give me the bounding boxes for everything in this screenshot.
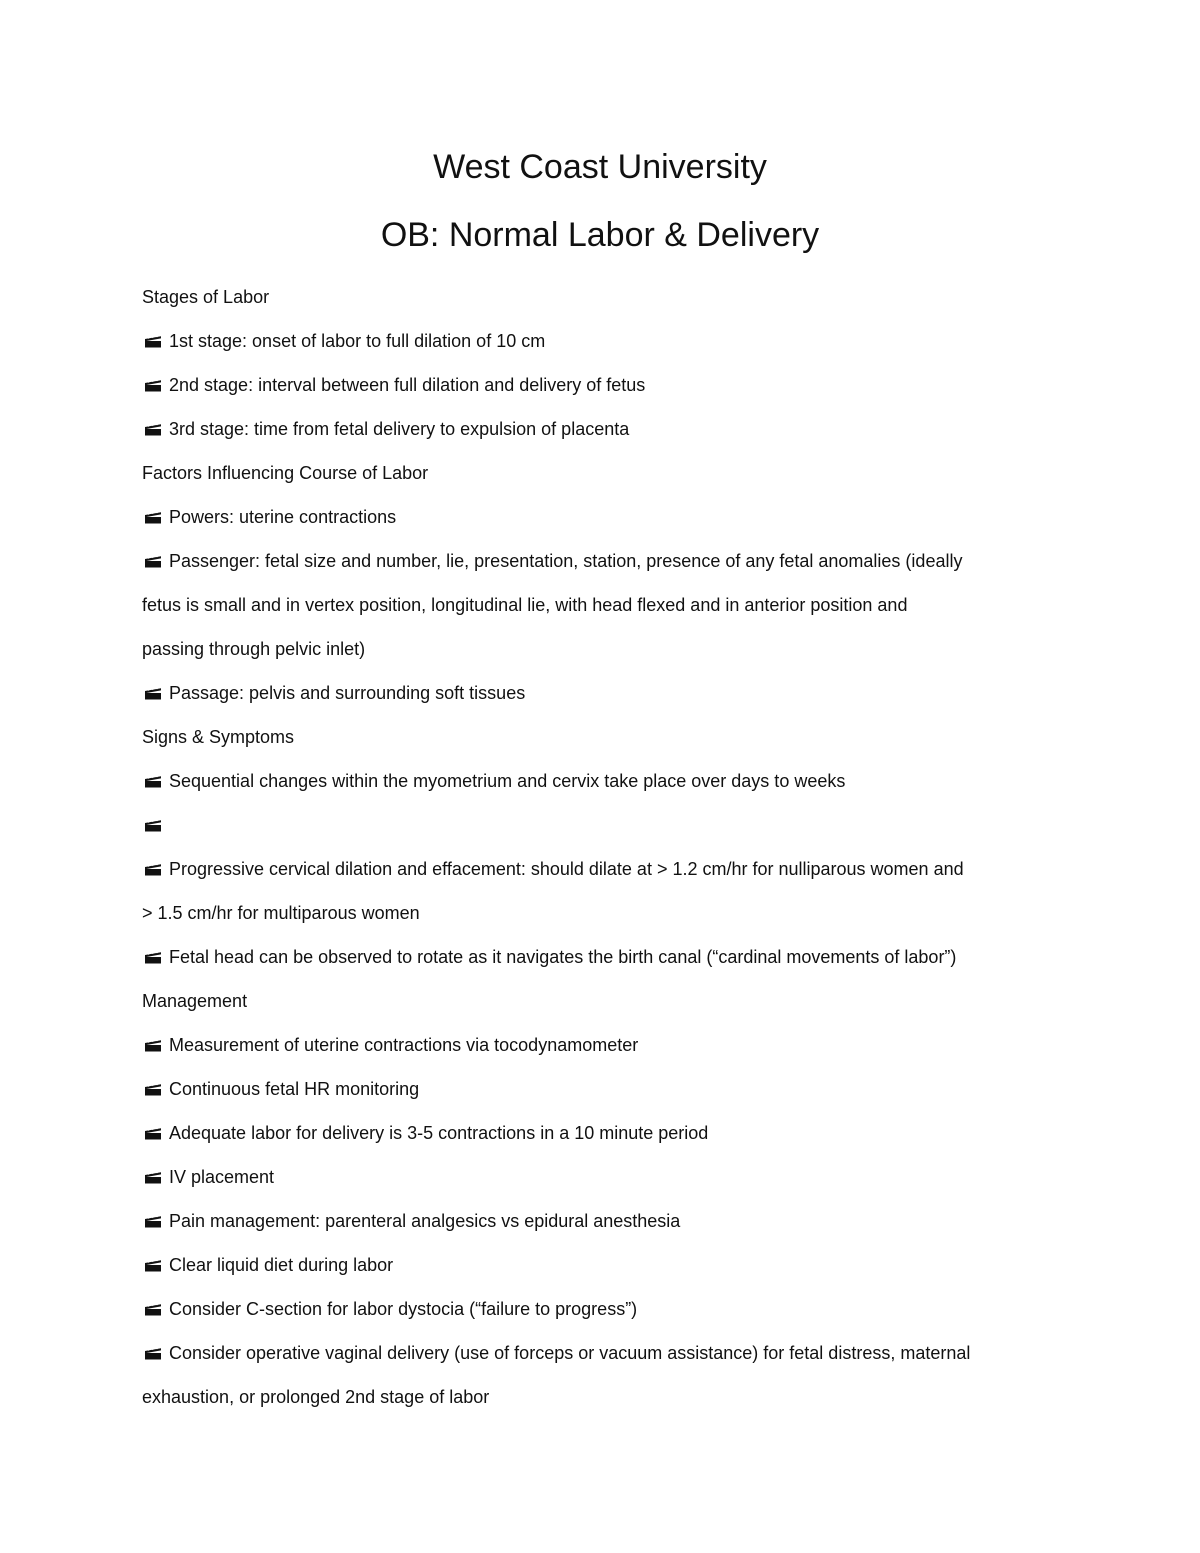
bullet-item <box>142 759 1052 803</box>
bullet-item <box>142 1067 1052 1111</box>
clapperboard-icon <box>142 1243 169 1287</box>
line-text: Passenger: fetal size and number, lie, presentation, station, presence of any fetal anomalies (ideally <box>169 551 963 571</box>
line-text: Management <box>142 991 248 1011</box>
clapperboard-icon <box>142 363 169 407</box>
bullet-item <box>142 319 1052 363</box>
bullet-item <box>142 1331 1052 1375</box>
clapperboard-icon <box>142 803 169 847</box>
section-heading <box>142 451 1052 495</box>
clapperboard-icon <box>142 1023 169 1067</box>
clapperboard-icon <box>142 1287 169 1331</box>
line-text: Sequential changes within the myometrium and cervix take place over days to weeks <box>169 771 846 791</box>
clapperboard-icon <box>142 935 169 979</box>
line-text: > 1.5 cm/hr for multiparous women <box>142 903 420 923</box>
line-text: passing through pelvic inlet) <box>142 639 366 659</box>
line-text: Fetal head can be observed to rotate as it navigates the birth canal (“cardinal movements of labor”) <box>169 947 957 967</box>
line-text: Progressive cervical dilation and effacement: should dilate at > 1.2 cm/hr for nulliparous women and <box>169 859 964 879</box>
line-text: IV placement <box>169 1167 275 1187</box>
bullet-item <box>142 935 1052 979</box>
bullet-item <box>142 1243 1052 1287</box>
line-text: Powers: uterine contractions <box>169 507 397 527</box>
line-text: 1st stage: onset of labor to full dilation of 10 cm <box>169 331 546 351</box>
bullet-item <box>142 1111 1052 1155</box>
bullet-item <box>142 495 1052 539</box>
bullet-item <box>142 363 1052 407</box>
bullet-continuation <box>142 1375 1052 1419</box>
bullet-item <box>142 803 1052 847</box>
clapperboard-icon <box>142 759 169 803</box>
clapperboard-icon <box>142 539 169 583</box>
clapperboard-icon <box>142 1067 169 1111</box>
clapperboard-icon <box>142 1199 169 1243</box>
line-text: 3rd stage: time from fetal delivery to expulsion of placenta <box>169 419 630 439</box>
line-text: Consider operative vaginal delivery (use of forceps or vacuum assistance) for fetal distress, maternal <box>169 1343 971 1363</box>
bullet-continuation <box>142 627 1052 671</box>
bullet-item <box>142 539 1052 583</box>
bullet-continuation <box>142 583 1052 627</box>
bullet-item <box>142 1199 1052 1243</box>
clapperboard-icon <box>142 1111 169 1155</box>
clapperboard-icon <box>142 495 169 539</box>
bullet-item <box>142 1155 1052 1199</box>
bullet-continuation <box>142 891 1052 935</box>
clapperboard-icon <box>142 1331 169 1375</box>
line-text: Adequate labor for delivery is 3-5 contractions in a 10 minute period <box>169 1123 709 1143</box>
section-heading <box>142 979 1052 1023</box>
bullet-item <box>142 1287 1052 1331</box>
clapperboard-icon <box>142 671 169 715</box>
document-body <box>142 275 1052 1419</box>
document-subtitle: OB: Normal Labor & Delivery <box>380 216 820 254</box>
section-heading <box>142 715 1052 759</box>
line-text: Measurement of uterine contractions via tocodynamometer <box>169 1035 639 1055</box>
line-text: 2nd stage: interval between full dilation and delivery of fetus <box>169 375 646 395</box>
clapperboard-icon <box>142 1155 169 1199</box>
section-heading <box>142 275 1052 319</box>
clapperboard-icon <box>142 319 169 363</box>
line-text: Passage: pelvis and surrounding soft tissues <box>169 683 526 703</box>
bullet-item <box>142 1023 1052 1067</box>
bullet-item <box>142 671 1052 715</box>
clapperboard-icon <box>142 847 169 891</box>
clapperboard-icon <box>142 407 169 451</box>
line-text: Consider C-section for labor dystocia (“failure to progress”) <box>169 1299 638 1319</box>
bullet-item <box>142 847 1052 891</box>
line-text: Clear liquid diet during labor <box>169 1255 394 1275</box>
line-text: Pain management: parenteral analgesics vs epidural anesthesia <box>169 1211 681 1231</box>
line-text: fetus is small and in vertex position, longitudinal lie, with head flexed and in anterior position and <box>142 595 908 615</box>
line-text: Signs & Symptoms <box>142 727 295 747</box>
line-text: Continuous fetal HR monitoring <box>169 1079 420 1099</box>
line-text: Factors Influencing Course of Labor <box>142 463 429 483</box>
line-text: Stages of Labor <box>142 287 270 307</box>
line-text: exhaustion, or prolonged 2nd stage of labor <box>142 1387 490 1407</box>
bullet-item <box>142 407 1052 451</box>
document-title: West Coast University <box>433 148 767 186</box>
